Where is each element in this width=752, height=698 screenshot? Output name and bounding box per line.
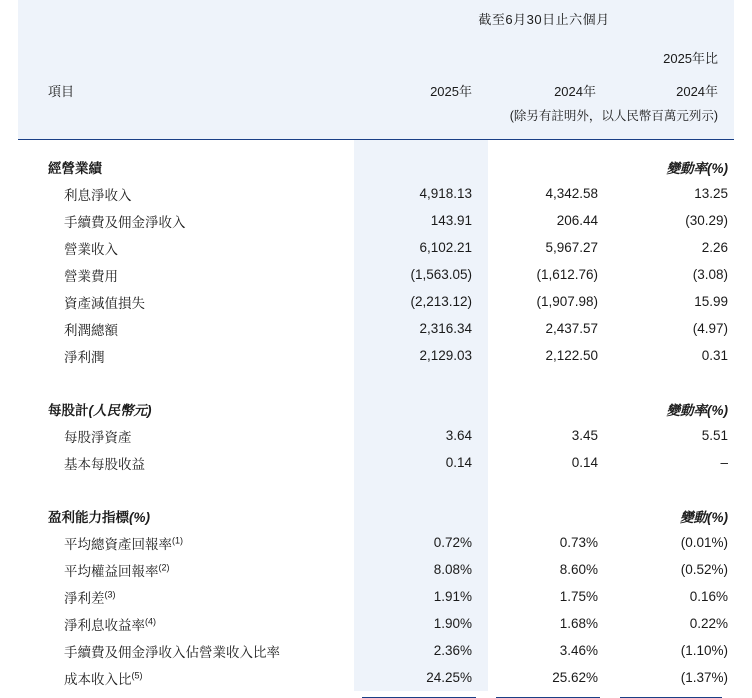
- table-row: [18, 342, 734, 369]
- table-row: [18, 610, 734, 637]
- row-value-2024: 4,342.58: [488, 180, 612, 207]
- row-label: 淨利潤: [18, 342, 354, 369]
- row-change: (1.10%): [612, 637, 734, 664]
- row-change: 15.99: [612, 288, 734, 315]
- row-label-text: 成本收入比: [64, 672, 132, 687]
- row-value-2024: 25.62%: [488, 664, 612, 691]
- section-title-row: [18, 395, 734, 422]
- row-value-2024: 0.73%: [488, 529, 612, 556]
- table-body: [18, 140, 734, 698]
- row-value-2024: (1,612.76): [488, 261, 612, 288]
- row-value-2025: 143.91: [354, 207, 488, 234]
- header-change-line2: 2024年: [612, 69, 734, 103]
- row-value-2024: 3.45: [488, 422, 612, 449]
- row-value-2025: 4,918.13: [354, 180, 488, 207]
- section-title-text: 盈利能力指標: [48, 510, 129, 525]
- header-period-row: [18, 0, 734, 36]
- row-label-note: (4): [145, 616, 156, 626]
- table-row: [18, 234, 734, 261]
- header-spacer-2: [354, 36, 488, 69]
- table-row: [18, 422, 734, 449]
- row-label: [18, 529, 354, 556]
- row-change: (0.01%): [612, 529, 734, 556]
- section-title-row: [18, 153, 734, 180]
- header-item-label: 項目: [18, 69, 354, 103]
- row-label-text: 平均權益回報率: [64, 564, 159, 579]
- row-change: 13.25: [612, 180, 734, 207]
- row-change: –: [612, 449, 734, 476]
- row-value-2025: 1.91%: [354, 583, 488, 610]
- row-value-2025: 0.72%: [354, 529, 488, 556]
- spacer-row: [18, 476, 734, 489]
- table-row: [18, 449, 734, 476]
- section-title-profitability: [18, 502, 354, 529]
- header-change-line1: 2025年比: [612, 36, 734, 69]
- section-title-per-share: [18, 395, 354, 422]
- row-change: (0.52%): [612, 556, 734, 583]
- table-header: [18, 0, 734, 140]
- row-label: [18, 637, 354, 664]
- header-unit-note: (除另有註明外，以人民幣百萬元列示): [354, 103, 734, 139]
- row-change: (3.08): [612, 261, 734, 288]
- table-row: [18, 288, 734, 315]
- row-label-note: (3): [105, 589, 116, 599]
- row-label: 基本每股收益: [18, 449, 354, 476]
- row-value-2025: 6,102.21: [354, 234, 488, 261]
- row-label: [18, 556, 354, 583]
- spacer-row: [18, 140, 734, 154]
- row-value-2025: 8.08%: [354, 556, 488, 583]
- table-row: [18, 583, 734, 610]
- header-change-top-row: [18, 36, 734, 69]
- row-value-2025: 24.25%: [354, 664, 488, 691]
- row-value-2025: (1,563.05): [354, 261, 488, 288]
- header-blank-cell: [18, 0, 354, 36]
- row-value-2025: 3.64: [354, 422, 488, 449]
- row-change: 0.22%: [612, 610, 734, 637]
- table-row: [18, 529, 734, 556]
- row-value-2024: 2,122.50: [488, 342, 612, 369]
- header-year-2024: 2024年: [488, 69, 612, 103]
- row-value-2025: 2,316.34: [354, 315, 488, 342]
- section-title-row: [18, 502, 734, 529]
- row-value-2024: 1.75%: [488, 583, 612, 610]
- section-change-header-1: 變動率(%): [612, 153, 734, 180]
- row-value-2024: 0.14: [488, 449, 612, 476]
- row-label: [18, 664, 354, 691]
- table-bottom-rule: [18, 691, 734, 698]
- spacer-row: [18, 489, 734, 502]
- section-change-header-3: 變動(%): [612, 502, 734, 529]
- row-value-2024: 206.44: [488, 207, 612, 234]
- row-value-2024: (1,907.98): [488, 288, 612, 315]
- row-value-2025: 0.14: [354, 449, 488, 476]
- header-unit-note-row: [18, 103, 734, 139]
- header-unit-spacer: [18, 103, 354, 139]
- financial-summary-table: [18, 0, 734, 698]
- row-value-2025: 1.90%: [354, 610, 488, 637]
- row-label: 利潤總額: [18, 315, 354, 342]
- row-change: (30.29): [612, 207, 734, 234]
- header-spacer-3: [488, 36, 612, 69]
- row-value-2025: (2,213.12): [354, 288, 488, 315]
- row-label: [18, 610, 354, 637]
- section-title-suffix: (%): [129, 510, 150, 525]
- row-value-2025: 2.36%: [354, 637, 488, 664]
- row-label: 手續費及佣金淨收入: [18, 207, 354, 234]
- table-row: [18, 556, 734, 583]
- row-value-2024: 5,967.27: [488, 234, 612, 261]
- row-change: 0.16%: [612, 583, 734, 610]
- section-title-suffix: (人民幣元): [89, 403, 152, 418]
- row-label: 營業費用: [18, 261, 354, 288]
- row-change: (4.97): [612, 315, 734, 342]
- row-value-2024: 2,437.57: [488, 315, 612, 342]
- row-label-note: (1): [172, 535, 183, 545]
- row-label: 利息淨收入: [18, 180, 354, 207]
- row-label: [18, 583, 354, 610]
- table-row: [18, 315, 734, 342]
- row-value-2024: 8.60%: [488, 556, 612, 583]
- row-label-text: 手續費及佣金淨收入佔營業收入比率: [64, 645, 280, 660]
- row-value-2024: 3.46%: [488, 637, 612, 664]
- table-row: [18, 207, 734, 234]
- section-title-text: 每股計: [48, 403, 89, 418]
- spacer-row: [18, 382, 734, 395]
- row-label-note: (2): [159, 562, 170, 572]
- table-row: [18, 261, 734, 288]
- row-label: 每股淨資產: [18, 422, 354, 449]
- row-value-2025: 2,129.03: [354, 342, 488, 369]
- row-label-text: 淨利息收益率: [64, 618, 145, 633]
- table-row: [18, 637, 734, 664]
- header-period-title: 截至6月30日止六個月: [354, 0, 734, 36]
- row-label: 資產減值損失: [18, 288, 354, 315]
- header-spacer-1: [18, 36, 354, 69]
- section-title-operating-results: 經營業績: [18, 153, 354, 180]
- spacer-row: [18, 369, 734, 382]
- table-row: [18, 664, 734, 691]
- row-label-note: (5): [132, 670, 143, 680]
- row-change: (1.37%): [612, 664, 734, 691]
- header-year-2025: 2025年: [354, 69, 488, 103]
- row-change: 5.51: [612, 422, 734, 449]
- row-change: 2.26: [612, 234, 734, 261]
- row-value-2024: 1.68%: [488, 610, 612, 637]
- row-change: 0.31: [612, 342, 734, 369]
- row-label-text: 平均總資產回報率: [64, 537, 172, 552]
- table-row: [18, 180, 734, 207]
- row-label: 營業收入: [18, 234, 354, 261]
- header-columns-row: [18, 69, 734, 103]
- section-change-header-2: 變動率(%): [612, 395, 734, 422]
- row-label-text: 淨利差: [64, 591, 105, 606]
